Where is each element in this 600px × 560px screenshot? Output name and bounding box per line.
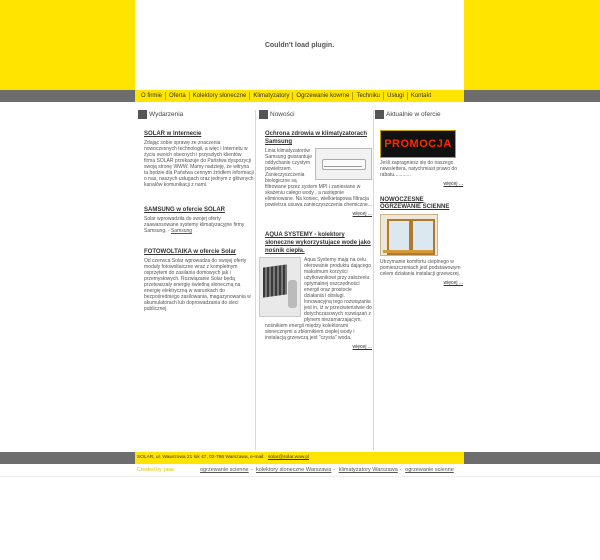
event-title-link[interactable]: SAMSUNG w ofercie SOLAR [144,207,226,213]
promo-text: Jeśli zapragniesz się do naszego newslettera, natychmiast prawo do rabatu............ [380,160,457,178]
section-marker [259,110,268,119]
event-body: Od czerwca Solar wprowadza do swojej oferty moduły fotowoltaiczne wraz z kompletnym osprzętem do zasilania domowych jak i przemysłowych. Rozwiązanie Solar będą przetwarzały energię świetlną słoneczną na energię elektryczną w warunkach do bezpośredniego zasilowania, magazynowania w akumulatorach lub doprowadzania do sieci publicznej. [144,258,251,312]
main-nav [135,90,464,102]
section-marker [375,110,384,119]
air-conditioner-image [315,148,372,180]
nav-item-techniku[interactable]: Techniku [353,92,384,100]
news-article [259,130,372,217]
footer-link[interactable]: ogrzewanie scienne [405,467,454,473]
news-header [259,110,372,120]
plugin-placeholder [135,0,464,90]
header-yellow-right [464,0,600,90]
footer-address: SOLAR, ul. Wawrzowa 21 lok 47, 02-796 Warszawa, e-mail: [137,455,265,460]
nav-band-left [0,90,135,102]
main-content [135,102,464,452]
event-title-link[interactable]: SOLAR w Internecie [144,131,202,137]
nav-item-uslugi[interactable]: Usługi [384,92,408,100]
footer-link[interactable]: ogrzewanie scienne [200,467,249,473]
offer-text: Utrzymanie komfortu cieplnego w pomieszczeniach jest podstawowym celem działania instalacji grzewczej. [380,259,461,277]
news-body: Linia klimatyzatorów Samsung gwarantuje oddychanie czystym powietrzem. Zanieczyszczenia biologiczne są filtrowane przez system MPI i zaniesiane w skażeniu całego wody , a następnie eliminowane. Na koniec, wielkietapowa filtracja powietrza usuwa zanieczyszczenia chemiczne... [265,148,372,208]
footer-link[interactable]: kolektory sloneczne Warszawa [256,467,332,473]
news-title-link[interactable]: AQUA SYSTEMY - kolektory słoneczne wykorzystujace wode jako nośnik ciepła. [265,232,371,254]
offer-more-link[interactable]: więcej ... [443,280,463,286]
offer-column [375,110,463,286]
event-article [138,206,254,234]
news-article [259,231,372,350]
events-heading: Wydarzenia [149,111,184,118]
window-heating-image [380,214,438,256]
separator: - [250,467,253,473]
ac-unit-shape [322,159,366,170]
footer-address-bar [135,452,464,464]
nav-band-right [464,90,600,102]
nav-item-kontakt[interactable]: Kontakt [410,93,432,99]
news-body: Aqua Systemy mają na celu oferowanie produktu dającego maksimum korzyści użytkownikowi przy założeniu optymalnej oszczędności energii oraz prostocie działania i obsługi. Innowacyjną tego rozwiązania jest in, iż w przeciwieństwie do dotychczasowych rozwiązań z płynem niezamarzającym, nośnikiem energii między kolektorami słonecznymi a zbiornikiem ciepłej wody i instalacją grzewczą jest "czysta" woda. [265,257,372,341]
column-divider [255,110,256,450]
offer-more-link[interactable]: więcej ... [443,181,463,187]
events-column [138,110,254,326]
separator: - [399,467,402,473]
header-yellow-left [0,0,135,90]
footer-links [200,467,454,473]
section-marker [138,110,147,119]
solar-collector-image [259,257,301,317]
created-by: Created by: jaaa [137,467,174,473]
event-article [138,130,254,188]
events-header [138,110,254,120]
footer-link[interactable]: klimatyzatory Warszawa [338,467,398,473]
ac-vent-shape [324,166,362,167]
samsung-link[interactable]: Samsung [170,228,193,234]
event-body-text: Solar wprowadziła do swojej oferty zaawansowane systemy klimatyzacyjne firmy Samsung. - [144,216,245,234]
news-heading: Nowości [270,111,295,118]
promo-banner[interactable]: PROMOCJA [380,130,456,158]
news-more-link[interactable]: więcej ... [352,344,372,350]
column-divider [373,110,374,450]
offer-heading: Aktualnie w ofercie [386,111,441,118]
offer-title-link[interactable]: NOWOCZESNE OGRZEWANIE ŚCIENNE [380,197,450,210]
event-body [144,216,254,234]
nav-item-kolektory[interactable]: Kolektory słoneczne [190,92,251,100]
event-article [138,248,254,312]
nav-item-o-firmie[interactable]: O firmie [135,92,166,100]
solar-panel-shape [263,264,287,297]
event-title-link[interactable]: FOTOWOLTAIKA w ofercie Solar [144,249,237,255]
footer-email-link[interactable]: solar@solar.waw.pl [267,455,310,460]
bottom-divider [0,476,600,477]
plugin-message: Couldn't load plugin. [264,42,335,49]
event-body: Zdając sobie sprawę ze znaczenia nowoczesnych technologii, a więc i Internetu w życiu swoich obecnych i przyszłych klientów firma SOLAR przekazuje do Państwa dyspozycji swoją stronę WWW. Mamy nadzieję, że witryna ta będzie dla Państwa cennym źródłem informacji o nas, naszych usługach oraz jednym z głównych kanałów komunikacji z nami. [144,140,254,188]
separator: - [333,467,336,473]
nav-item-ogrzewanie[interactable]: Ogrzewanie kowrne [293,92,353,100]
nav-item-oferta[interactable]: Oferta [166,92,190,100]
water-tank-shape [288,280,297,308]
nav-item-klimatyzatory[interactable]: Klimatyzatory [250,92,293,100]
news-column [259,110,372,364]
window-sill-shape [383,250,433,253]
news-title-link[interactable]: Ochrona zdrowia w klimatyzatorach Samsung [265,131,368,145]
news-more-link[interactable]: więcej ... [352,211,372,217]
offer-header [375,110,463,120]
